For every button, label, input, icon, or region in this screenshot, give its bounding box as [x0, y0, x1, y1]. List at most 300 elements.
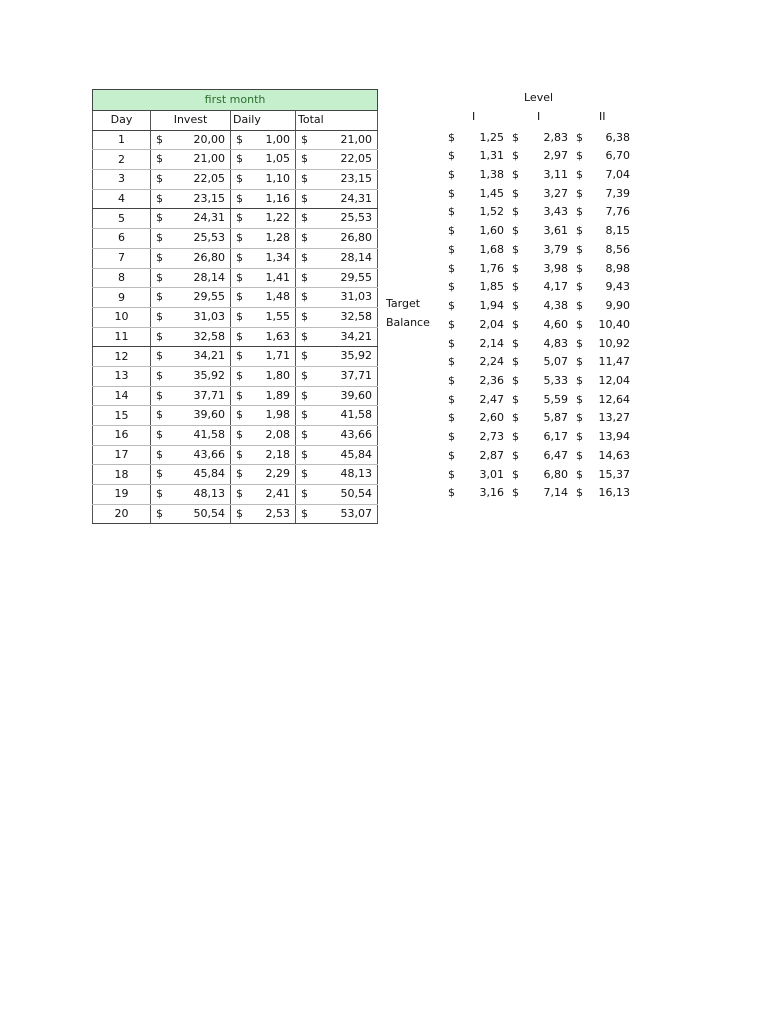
- level-row: [378, 409, 648, 428]
- currency-symbol: $: [301, 329, 308, 343]
- invest-cell: [151, 288, 231, 308]
- currency-symbol: $: [448, 280, 455, 294]
- invest-cell: [151, 504, 231, 524]
- currency-symbol: $: [512, 299, 519, 313]
- level-row: [378, 428, 648, 447]
- table-row: [93, 406, 378, 426]
- currency-symbol: $: [301, 211, 308, 225]
- total-value: 26,80: [340, 231, 373, 245]
- currency-symbol: $: [512, 167, 519, 181]
- table-row: [93, 445, 378, 465]
- currency-symbol: $: [236, 191, 243, 205]
- currency-symbol: $: [512, 486, 519, 500]
- total-cell: [296, 366, 378, 386]
- currency-symbol: $: [236, 349, 243, 363]
- total-cell: [296, 229, 378, 249]
- level-row: [378, 447, 648, 466]
- day-cell: 5: [93, 209, 151, 229]
- currency-symbol: $: [236, 231, 243, 245]
- header-total: Total: [296, 111, 378, 131]
- currency-symbol: $: [156, 250, 163, 264]
- currency-symbol: $: [448, 448, 455, 462]
- total-value: 35,92: [340, 349, 373, 363]
- daily-value: 1,89: [265, 388, 290, 402]
- day-cell: 2: [93, 150, 151, 170]
- table-title-row: [93, 90, 378, 111]
- level-value: 12,04: [598, 373, 630, 387]
- level-value: 1,76: [479, 261, 504, 275]
- invest-cell: [151, 465, 231, 485]
- currency-symbol: $: [512, 130, 519, 144]
- daily-cell: [231, 347, 296, 367]
- level-value: 4,83: [543, 336, 568, 350]
- total-value: 23,15: [340, 172, 373, 186]
- level-column-header: II: [599, 110, 606, 123]
- day-cell: 10: [93, 307, 151, 327]
- currency-symbol: $: [301, 368, 308, 382]
- daily-cell: [231, 189, 296, 209]
- level-row: [378, 391, 648, 410]
- table-row: [93, 504, 378, 524]
- currency-symbol: $: [576, 280, 583, 294]
- total-cell: [296, 406, 378, 426]
- total-cell: [296, 248, 378, 268]
- currency-symbol: $: [512, 430, 519, 444]
- invest-value: 26,80: [193, 250, 225, 264]
- currency-symbol: $: [512, 448, 519, 462]
- level-value: 2,36: [479, 373, 504, 387]
- invest-value: 34,21: [193, 349, 225, 363]
- currency-symbol: $: [512, 261, 519, 275]
- table-row: [93, 288, 378, 308]
- invest-cell: [151, 170, 231, 190]
- level-value: 8,56: [605, 242, 630, 256]
- currency-symbol: $: [156, 368, 163, 382]
- currency-symbol: $: [301, 447, 308, 461]
- total-value: 22,05: [340, 152, 373, 166]
- level-value: 3,11: [543, 167, 568, 181]
- currency-symbol: $: [236, 132, 243, 146]
- header-daily: Daily: [231, 111, 296, 131]
- invest-value: 22,05: [193, 172, 225, 186]
- currency-symbol: $: [236, 309, 243, 323]
- currency-symbol: $: [236, 428, 243, 441]
- level-value: 1,60: [479, 224, 504, 238]
- level-value: 12,64: [598, 392, 630, 406]
- level-value: 2,14: [479, 336, 504, 350]
- daily-cell: [231, 268, 296, 288]
- currency-symbol: $: [512, 392, 519, 406]
- daily-value: 1,55: [265, 309, 290, 323]
- level-row: [378, 484, 648, 503]
- table-row: [93, 307, 378, 327]
- level-value: 1,38: [479, 167, 504, 181]
- daily-cell: [231, 130, 296, 150]
- level-value: 6,70: [605, 149, 630, 163]
- level-value: 1,52: [479, 205, 504, 219]
- level-row: [378, 353, 648, 372]
- level-column-header: I: [472, 110, 476, 123]
- currency-symbol: $: [576, 355, 583, 369]
- total-value: 53,07: [340, 506, 373, 520]
- invest-value: 45,84: [193, 467, 225, 481]
- daily-cell: [231, 406, 296, 426]
- level-value: 7,04: [605, 167, 630, 181]
- daily-cell: [231, 150, 296, 170]
- table-row: [93, 229, 378, 249]
- level-value: 6,47: [543, 448, 568, 462]
- level-value: 8,15: [605, 224, 630, 238]
- daily-value: 1,00: [265, 132, 290, 146]
- total-value: 25,53: [340, 211, 373, 225]
- level-value: 4,60: [543, 317, 568, 331]
- currency-symbol: $: [576, 373, 583, 387]
- level-value: 1,68: [479, 242, 504, 256]
- level-value: 2,04: [479, 317, 504, 331]
- currency-symbol: $: [576, 130, 583, 144]
- currency-symbol: $: [448, 467, 455, 481]
- currency-symbol: $: [576, 149, 583, 163]
- level-value: 3,79: [543, 242, 568, 256]
- total-cell: [296, 189, 378, 209]
- invest-cell: [151, 150, 231, 170]
- invest-value: 25,53: [193, 231, 225, 245]
- currency-symbol: $: [156, 388, 163, 402]
- total-cell: [296, 288, 378, 308]
- level-row: [378, 335, 648, 354]
- currency-symbol: $: [301, 467, 308, 481]
- level-row: [378, 316, 648, 335]
- daily-value: 2,29: [265, 467, 290, 481]
- currency-symbol: $: [156, 349, 163, 363]
- day-cell: 16: [93, 426, 151, 446]
- daily-value: 1,71: [265, 349, 290, 363]
- level-value: 5,33: [543, 373, 568, 387]
- table-row: [93, 386, 378, 406]
- currency-symbol: $: [236, 172, 243, 186]
- currency-symbol: $: [236, 211, 243, 225]
- level-row: [378, 372, 648, 391]
- total-value: 41,58: [340, 408, 373, 422]
- currency-symbol: $: [448, 242, 455, 256]
- currency-symbol: $: [156, 132, 163, 146]
- table-row: [93, 150, 378, 170]
- total-value: 32,58: [340, 309, 373, 323]
- currency-symbol: $: [576, 242, 583, 256]
- invest-cell: [151, 445, 231, 465]
- level-title: Level: [524, 91, 554, 104]
- total-cell: [296, 465, 378, 485]
- day-cell: 15: [93, 406, 151, 426]
- daily-value: 2,41: [265, 487, 290, 501]
- level-row: [378, 297, 648, 316]
- daily-value: 1,10: [265, 172, 290, 186]
- total-value: 28,14: [340, 250, 373, 264]
- currency-symbol: $: [156, 408, 163, 422]
- currency-symbol: $: [156, 506, 163, 520]
- currency-symbol: $: [448, 430, 455, 444]
- invest-value: 37,71: [193, 388, 225, 402]
- currency-symbol: $: [512, 373, 519, 387]
- daily-cell: [231, 445, 296, 465]
- total-value: 45,84: [340, 447, 373, 461]
- level-value: 9,90: [605, 299, 630, 313]
- daily-value: 1,05: [265, 152, 290, 166]
- table-row: [93, 248, 378, 268]
- day-cell: 9: [93, 288, 151, 308]
- currency-symbol: $: [156, 329, 163, 343]
- level-value: 3,43: [543, 205, 568, 219]
- table-row: [93, 426, 378, 446]
- invest-cell: [151, 347, 231, 367]
- daily-cell: [231, 327, 296, 347]
- invest-value: 32,58: [193, 329, 225, 343]
- total-cell: [296, 386, 378, 406]
- currency-symbol: $: [156, 191, 163, 205]
- level-row: [378, 241, 648, 260]
- level-value: 1,45: [479, 186, 504, 200]
- currency-symbol: $: [576, 336, 583, 350]
- invest-value: 41,58: [193, 428, 225, 441]
- day-cell: 6: [93, 229, 151, 249]
- currency-symbol: $: [576, 411, 583, 425]
- currency-symbol: $: [301, 506, 308, 520]
- currency-symbol: $: [512, 411, 519, 425]
- currency-symbol: $: [156, 152, 163, 166]
- daily-value: 2,53: [265, 506, 290, 520]
- level-value: 1,85: [479, 280, 504, 294]
- currency-symbol: $: [236, 250, 243, 264]
- currency-symbol: $: [448, 355, 455, 369]
- daily-cell: [231, 170, 296, 190]
- total-cell: [296, 347, 378, 367]
- total-cell: [296, 327, 378, 347]
- daily-cell: [231, 366, 296, 386]
- balance-label: Balance: [386, 316, 430, 329]
- currency-symbol: $: [512, 186, 519, 200]
- daily-cell: [231, 426, 296, 446]
- currency-symbol: $: [236, 329, 243, 343]
- level-value: 13,94: [598, 430, 630, 444]
- currency-symbol: $: [576, 317, 583, 331]
- daily-cell: [231, 209, 296, 229]
- currency-symbol: $: [301, 428, 308, 441]
- header-day: Day: [93, 111, 151, 131]
- level-value: 11,47: [598, 355, 630, 369]
- currency-symbol: $: [448, 317, 455, 331]
- level-row: [378, 166, 648, 185]
- currency-symbol: $: [576, 486, 583, 500]
- daily-value: 1,41: [265, 270, 290, 284]
- currency-symbol: $: [301, 172, 308, 186]
- currency-symbol: $: [512, 242, 519, 256]
- currency-symbol: $: [301, 290, 308, 304]
- currency-symbol: $: [301, 231, 308, 245]
- day-cell: 11: [93, 327, 151, 347]
- table-row: [93, 209, 378, 229]
- day-cell: 8: [93, 268, 151, 288]
- currency-symbol: $: [512, 149, 519, 163]
- currency-symbol: $: [576, 430, 583, 444]
- level-value: 16,13: [598, 486, 630, 500]
- level-value: 5,87: [543, 411, 568, 425]
- table-row: [93, 327, 378, 347]
- day-cell: 3: [93, 170, 151, 190]
- currency-symbol: $: [448, 336, 455, 350]
- table-row: [93, 189, 378, 209]
- currency-symbol: $: [301, 132, 308, 146]
- invest-cell: [151, 229, 231, 249]
- currency-symbol: $: [236, 270, 243, 284]
- daily-value: 2,08: [265, 428, 290, 441]
- currency-symbol: $: [301, 349, 308, 363]
- currency-symbol: $: [576, 167, 583, 181]
- currency-symbol: $: [301, 487, 308, 501]
- currency-symbol: $: [512, 467, 519, 481]
- total-cell: [296, 170, 378, 190]
- currency-symbol: $: [576, 205, 583, 219]
- table-row: [93, 268, 378, 288]
- currency-symbol: $: [301, 408, 308, 422]
- level-value: 1,25: [479, 130, 504, 144]
- currency-symbol: $: [512, 336, 519, 350]
- total-cell: [296, 307, 378, 327]
- total-value: 31,03: [340, 290, 373, 304]
- invest-value: 24,31: [193, 211, 225, 225]
- total-cell: [296, 445, 378, 465]
- level-value: 2,60: [479, 411, 504, 425]
- invest-value: 28,14: [193, 270, 225, 284]
- level-value: 4,38: [543, 299, 568, 313]
- currency-symbol: $: [448, 392, 455, 406]
- table-header-row: [93, 111, 378, 131]
- daily-value: 1,16: [265, 191, 290, 205]
- currency-symbol: $: [448, 167, 455, 181]
- daily-cell: [231, 229, 296, 249]
- currency-symbol: $: [448, 186, 455, 200]
- currency-symbol: $: [576, 224, 583, 238]
- table-row: [93, 465, 378, 485]
- level-value: 2,47: [479, 392, 504, 406]
- currency-symbol: $: [301, 309, 308, 323]
- currency-symbol: $: [512, 280, 519, 294]
- currency-symbol: $: [576, 186, 583, 200]
- total-cell: [296, 209, 378, 229]
- currency-symbol: $: [156, 487, 163, 501]
- level-value: 3,61: [543, 224, 568, 238]
- currency-symbol: $: [576, 299, 583, 313]
- level-value: 6,17: [543, 430, 568, 444]
- target-label: Target: [386, 297, 421, 310]
- currency-symbol: $: [236, 388, 243, 402]
- currency-symbol: $: [512, 355, 519, 369]
- daily-value: 1,48: [265, 290, 290, 304]
- daily-value: 2,18: [265, 447, 290, 461]
- currency-symbol: $: [156, 231, 163, 245]
- level-row: [378, 222, 648, 241]
- currency-symbol: $: [448, 224, 455, 238]
- daily-value: 1,80: [265, 368, 290, 382]
- invest-cell: [151, 248, 231, 268]
- daily-cell: [231, 307, 296, 327]
- currency-symbol: $: [301, 250, 308, 264]
- currency-symbol: $: [576, 467, 583, 481]
- day-cell: 17: [93, 445, 151, 465]
- level-value: 7,14: [543, 486, 568, 500]
- invest-cell: [151, 426, 231, 446]
- day-cell: 14: [93, 386, 151, 406]
- level-value: 10,40: [598, 317, 630, 331]
- currency-symbol: $: [448, 149, 455, 163]
- currency-symbol: $: [448, 261, 455, 275]
- currency-symbol: $: [512, 205, 519, 219]
- level-value: 1,31: [479, 149, 504, 163]
- invest-value: 39,60: [193, 408, 225, 422]
- daily-value: 1,63: [265, 329, 290, 343]
- currency-symbol: $: [512, 224, 519, 238]
- total-value: 29,55: [340, 270, 373, 284]
- currency-symbol: $: [236, 152, 243, 166]
- total-cell: [296, 504, 378, 524]
- level-row: [378, 278, 648, 297]
- level-value: 15,37: [598, 467, 630, 481]
- total-value: 43,66: [340, 428, 373, 441]
- level-row: [378, 203, 648, 222]
- level-value: 2,97: [543, 149, 568, 163]
- currency-symbol: $: [448, 373, 455, 387]
- daily-value: 1,34: [265, 250, 290, 264]
- level-value: 2,24: [479, 355, 504, 369]
- daily-value: 1,22: [265, 211, 290, 225]
- currency-symbol: $: [448, 205, 455, 219]
- level-value: 5,07: [543, 355, 568, 369]
- total-value: 24,31: [340, 191, 373, 205]
- total-cell: [296, 426, 378, 446]
- total-value: 21,00: [340, 132, 373, 146]
- day-cell: 20: [93, 504, 151, 524]
- level-row: [378, 147, 648, 166]
- invest-value: 50,54: [193, 506, 225, 520]
- table-row: [93, 347, 378, 367]
- daily-value: 1,28: [265, 231, 290, 245]
- currency-symbol: $: [301, 270, 308, 284]
- level-value: 6,80: [543, 467, 568, 481]
- table-row: [93, 170, 378, 190]
- currency-symbol: $: [301, 152, 308, 166]
- level-value: 8,98: [605, 261, 630, 275]
- currency-symbol: $: [236, 290, 243, 304]
- level-value: 3,16: [479, 486, 504, 500]
- invest-cell: [151, 307, 231, 327]
- total-value: 37,71: [340, 368, 373, 382]
- header-invest: Invest: [151, 111, 231, 131]
- level-column-header: I: [537, 110, 541, 123]
- currency-symbol: $: [156, 428, 163, 441]
- invest-value: 31,03: [193, 309, 225, 323]
- currency-symbol: $: [236, 447, 243, 461]
- level-value: 2,73: [479, 430, 504, 444]
- currency-symbol: $: [576, 448, 583, 462]
- level-value: 7,39: [605, 186, 630, 200]
- total-cell: [296, 485, 378, 505]
- day-cell: 1: [93, 130, 151, 150]
- currency-symbol: $: [236, 487, 243, 501]
- total-value: 50,54: [340, 487, 373, 501]
- level-row: [378, 129, 648, 148]
- level-value: 2,83: [543, 130, 568, 144]
- invest-cell: [151, 406, 231, 426]
- total-cell: [296, 130, 378, 150]
